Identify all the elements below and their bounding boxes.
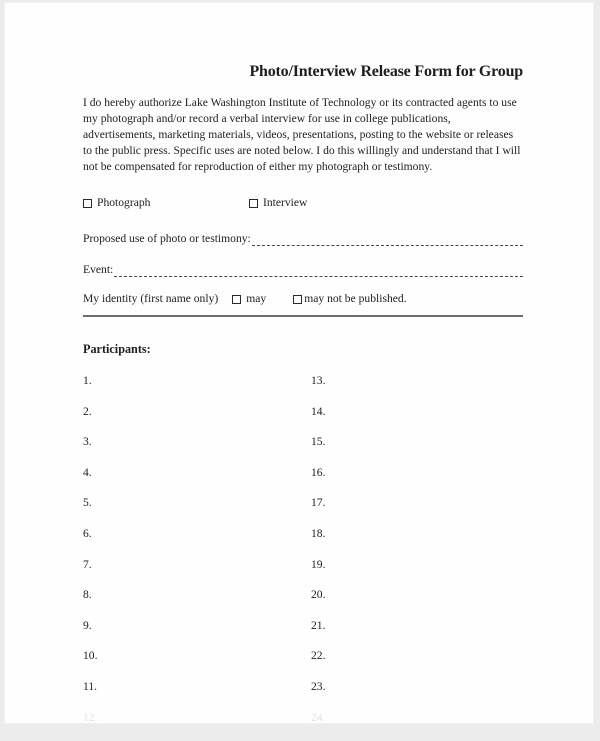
- event-label: Event:: [83, 263, 114, 276]
- participants-list: [83, 374, 523, 741]
- identity-may-option[interactable]: [232, 292, 266, 306]
- participant-row: [83, 466, 523, 497]
- participant-row: [83, 435, 523, 466]
- participant-row: [83, 558, 523, 589]
- participant-number: 6.: [83, 526, 92, 540]
- participant-number: 14.: [311, 404, 326, 418]
- participant-number: 21.: [311, 618, 326, 632]
- form-content: [83, 3, 523, 741]
- identity-may-not-option[interactable]: [293, 292, 406, 306]
- photograph-option[interactable]: [83, 196, 249, 210]
- proposed-use-label: Proposed use of photo or testimony:: [83, 232, 251, 245]
- checkbox-icon[interactable]: [232, 295, 241, 304]
- participant-number: 8.: [83, 588, 92, 602]
- participant-number: 10.: [83, 649, 98, 663]
- participants-heading: Participants:: [83, 342, 151, 356]
- checkbox-icon[interactable]: [83, 199, 92, 208]
- proposed-use-input-line[interactable]: [252, 234, 523, 246]
- participant-number: 11.: [83, 679, 98, 693]
- authorization-paragraph: I do hereby authorize Lake Washington Institute of Technology or its contracted agents to use my photograph and/or record a verbal interview for use in college publications, advertisements, marketing materials, videos, presentations, posting to the website or releases to the public press. Specific uses are noted below. I do this willingly and understand that I will not be compensated for reproduction of either my photograph or testimony.: [83, 96, 521, 173]
- participant-number: 2.: [83, 404, 92, 418]
- participant-row: [83, 374, 523, 405]
- identity-may-not-label: may not be published.: [304, 292, 407, 305]
- form-page: [4, 2, 594, 724]
- participant-row: [83, 649, 523, 680]
- participant-row: [83, 619, 523, 650]
- participant-number: 15.: [311, 435, 326, 449]
- participant-number: 22.: [311, 649, 326, 663]
- checkbox-icon[interactable]: [249, 199, 258, 208]
- identity-may-label: may: [246, 292, 267, 305]
- participant-number: 13.: [311, 374, 326, 387]
- media-options-row: [83, 196, 523, 210]
- participant-row-cutoff: [83, 711, 523, 741]
- interview-option[interactable]: [249, 196, 307, 210]
- event-input-line[interactable]: [114, 265, 523, 277]
- participant-number: 23.: [311, 679, 326, 693]
- participant-row: [83, 496, 523, 527]
- participant-row: [83, 405, 523, 436]
- proposed-use-field: [83, 232, 523, 246]
- participant-number: 1.: [83, 374, 92, 387]
- page-title: Photo/Interview Release Form for Group: [249, 63, 523, 80]
- participant-number: 24.: [311, 710, 326, 724]
- participant-number: 4.: [83, 465, 92, 479]
- participant-number: 9.: [83, 618, 92, 632]
- participant-number: 17.: [311, 496, 326, 510]
- event-field: [83, 263, 523, 277]
- interview-option-label: Interview: [263, 196, 308, 209]
- participant-number: 19.: [311, 557, 326, 571]
- participant-number: 12.: [83, 710, 98, 724]
- participant-row: [83, 527, 523, 558]
- identity-row: [83, 292, 523, 317]
- participant-row: [83, 680, 523, 711]
- photograph-option-label: Photograph: [97, 196, 151, 209]
- participant-row: [83, 588, 523, 619]
- participant-number: 20.: [311, 588, 326, 602]
- participant-number: 16.: [311, 465, 326, 479]
- participant-number: 7.: [83, 557, 92, 571]
- checkbox-icon[interactable]: [293, 295, 302, 304]
- participant-number: 3.: [83, 435, 92, 449]
- identity-label: My identity (first name only): [83, 292, 219, 305]
- participant-number: 5.: [83, 496, 92, 510]
- participant-number: 18.: [311, 526, 326, 540]
